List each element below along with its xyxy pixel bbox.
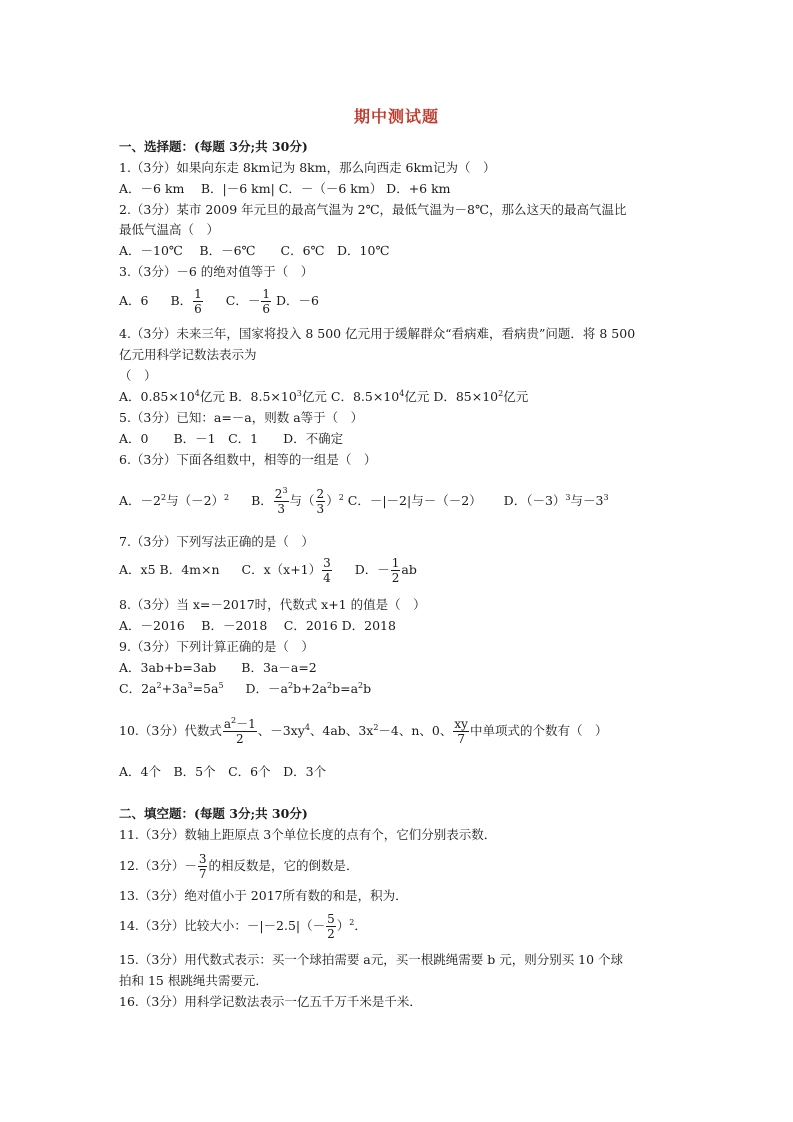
page-title: 期中测试题 <box>353 107 439 126</box>
option-c: C．x（x+1） $\frac{3}{4}$ <box>241 556 331 585</box>
option-d: D．$85\times 10^2$亿元 <box>433 388 529 404</box>
section-heading-choice: 一、选择题：(每题 3分;共 30分) <box>119 139 308 154</box>
question-1-stem: 1.（3分）如果向东走 8km记为 8km，那么向西走 6km记为（ ） <box>119 160 496 175</box>
option-d: D．－6 <box>275 293 319 308</box>
question-10-stem: 10.（3分）代数式 $\frac{a^2-1}{2}$ 、$-3xy^4$、4ab、$3x^2-4$、n、0、 $\frac{xy}{7}$ 中单项式的个数有（ ） <box>119 716 608 746</box>
question-2-stem-cont: 最低气温高（ ） <box>119 222 220 237</box>
option-c: C．$2a^2+3a^3=5a^5$ <box>119 680 224 696</box>
option-d: D．－ $\frac{1}{2}$ ab <box>354 556 417 585</box>
question-4-stem: 4.（3分）未来三年，国家将投入 8 500 亿元用于缓解群众“看病难，看病贵”问题．将 8 500 <box>119 326 636 341</box>
question-2-options: A．－10℃ B．－6℃ C．6℃ D．10℃ <box>119 243 390 258</box>
option-b: B．4m×n <box>159 562 220 577</box>
fraction: $\frac{3}{7}$ <box>198 852 207 881</box>
fraction: $\frac{3}{4}$ <box>323 556 331 585</box>
question-6-options <box>119 487 609 516</box>
option-a: A．x5 <box>119 562 156 577</box>
question-14: 14.（3分）比较大小：－|－2.5|（－ $\frac{5}{2}$ ）$^2$． <box>119 912 367 941</box>
question-7-stem: 7.（3分）下列写法正确的是（ ） <box>119 534 314 549</box>
question-6-stem: 6.（3分）下面各组数中，相等的一组是（ ） <box>119 452 377 467</box>
option-b: B． $\frac{1}{6}$ <box>170 287 202 316</box>
question-4-paren: （ ） <box>119 368 157 383</box>
question-4-options <box>119 388 528 406</box>
fraction: $\frac{xy}{7}$ <box>454 717 468 746</box>
fraction: $\frac{5}{2}$ <box>327 912 335 941</box>
option-c: C．－|－2|与－（－2） <box>347 493 482 508</box>
question-8-stem: 8.（3分）当 x=－2017时，代数式 x+1 的值是（ ） <box>119 597 426 612</box>
option-b: B．$8.5\times 10^3$亿元 <box>228 388 327 404</box>
question-16: 16.（3分）用科学记数法表示一亿五千万千米是千米． <box>119 994 422 1009</box>
question-2-stem: 2.（3分）某市 2009 年元旦的最高气温为 2℃，最低气温为－8℃，那么这天的最高气温比 <box>119 202 627 217</box>
question-13: 13.（3分）绝对值小于 2017所有数的和是，积为． <box>119 888 408 903</box>
fraction: $\frac{a^2-1}{2}$ <box>223 716 256 746</box>
fraction: $\frac{1}{6}$ <box>262 287 270 316</box>
question-5-options: A．0 B．－1 C．1 D．不确定 <box>119 431 344 446</box>
option-a: A．6 <box>119 293 149 308</box>
question-7-options <box>119 556 417 585</box>
option-a: A．$-2^2$与$(-2)^2$ <box>119 492 230 508</box>
question-3-stem: 3.（3分）－6 的绝对值等于（ ） <box>119 264 314 279</box>
option-c: C．－ $\frac{1}{6}$ <box>225 287 270 316</box>
question-9-options-ab: A．3ab+b=3ab B．3a－a=2 <box>119 660 317 675</box>
question-1-options: A．－6 km B．|－6 km| C．－（－6 km） D．+6 km <box>119 181 451 196</box>
section-heading-fill: 二、填空题：(每题 3分;共 30分) <box>119 806 308 821</box>
question-12: 12.（3分）－ $\frac{3}{7}$ 的相反数是，它的倒数是． <box>119 852 359 881</box>
question-9-options-cd <box>119 680 371 698</box>
option-a: A．$0.85\times 10^4$亿元 <box>119 388 225 404</box>
option-d: D．$(-3)^3$与$-3^3$ <box>503 492 609 508</box>
question-15: 15.（3分）用代数式表示：买一个球拍需要 a元，买一根跳绳需要 b 元，则分别买 10 个球 <box>119 952 624 967</box>
question-8-options: A．－2016 B．－2018 C．2016 D．2018 <box>119 618 396 633</box>
fraction: $\frac{1}{6}$ <box>194 287 202 316</box>
option-d: D．$-a^2b+2a^2b=a^2b$ <box>245 680 372 696</box>
fraction: $\frac{1}{2}$ <box>391 556 400 585</box>
fraction: $\frac{2}{3}$ <box>316 487 325 516</box>
fraction: $\frac{2^3}{3}$ <box>274 486 288 516</box>
question-5-stem: 5.（3分）已知：a=－a，则数 a等于（ ） <box>119 410 364 425</box>
question-15-cont: 拍和 15 根跳绳共需要元． <box>119 973 268 988</box>
question-9-stem: 9.（3分）下列计算正确的是（ ） <box>119 639 314 654</box>
question-10-options: A．4个 B．5个 C．6个 D．3个 <box>119 764 327 779</box>
question-3-options <box>119 287 319 316</box>
question-4-stem-cont: 亿元用科学记数法表示为 <box>119 347 257 362</box>
question-11: 11.（3分）数轴上距原点 3个单位长度的点有个，它们分别表示数． <box>119 827 497 842</box>
option-b: B． $\frac{2^3}{3}$ 与（ $\frac{2}{3}$ ）$^2$ <box>251 486 344 516</box>
option-c: C．$8.5\times 10^4$亿元 <box>330 388 430 404</box>
